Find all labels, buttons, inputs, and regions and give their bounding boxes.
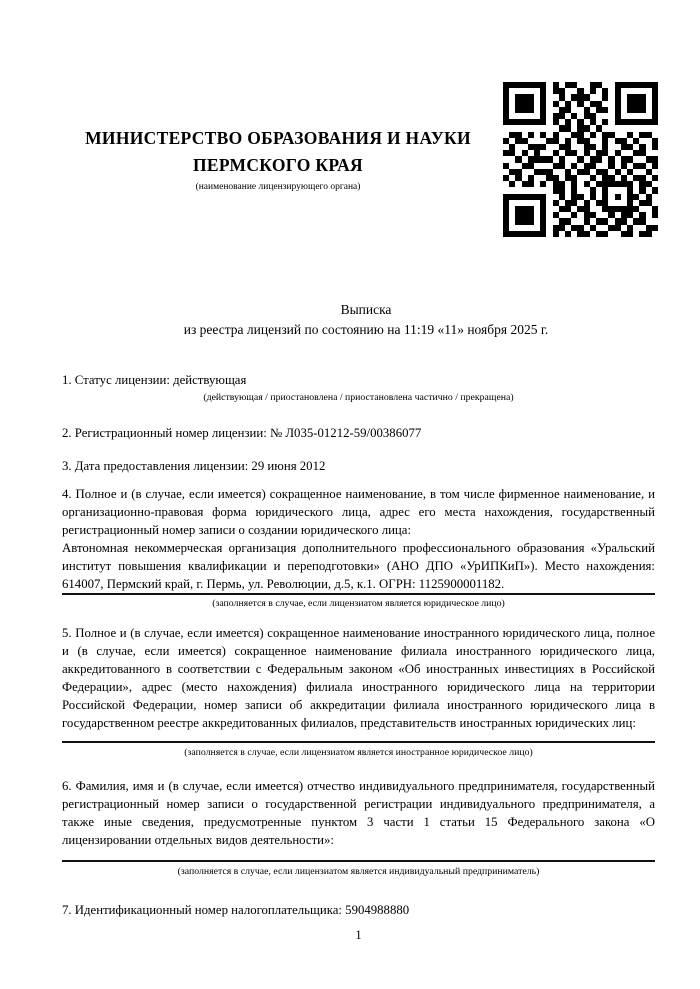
taxpayer-id: 7. Идентификационный номер налогоплательщика: 5904988880 [62, 903, 410, 917]
license-status: 1. Статус лицензии: действующая [62, 373, 247, 387]
license-grant-date: 3. Дата предоставления лицензии: 29 июня 2012 [62, 459, 326, 473]
entrepreneur-note: (заполняется в случае, если лицензиатом является индивидуальный предприниматель) [177, 866, 540, 877]
document-title [62, 300, 655, 340]
foreign-entity-note: (заполняется в случае, если лицензиатом является иностранное юридическое лицо) [184, 747, 533, 758]
entrepreneur-statement: 6. Фамилия, имя и (в случае, если имеется) отчество индивидуального предпринимателя, государственный регистрационный номер записи о государственной регистрации индивидуального предпринимателя, а также иные сведения, предусмотренные пунктом 3 части 1 статьи 15 Федерального закона «О лицензировании отдельных видов деятельности»: [62, 779, 655, 847]
license-status-options-note: (действующая / приостановлена / приостановлена частично / прекращена) [203, 392, 514, 403]
document-title-line2: из реестра лицензий по состоянию на 11:19 «11» ноября 2025 г. [183, 322, 549, 337]
authority-caption: (наименование лицензирующего органа) [195, 182, 361, 192]
page-number: 1 [355, 928, 362, 942]
foreign-entity-blank-field [62, 741, 655, 743]
document-title-line1: Выписка [340, 302, 392, 317]
legal-entity-section [62, 485, 655, 595]
entrepreneur-blank-field [62, 860, 655, 862]
licensing-authority-name [62, 125, 494, 179]
qr-code [503, 82, 658, 237]
authority-name-line2: ПЕРМСКОГО КРАЯ [193, 155, 363, 175]
authority-name-line1: МИНИСТЕРСТВО ОБРАЗОВАНИЯ И НАУКИ [85, 128, 471, 148]
legal-entity-value: Автономная некоммерческая организация дополнительного профессионального образования «Уральский институт повышения квалификации и переподготовки» (АНО ДПО «УрИПКиП»). Место нахождения: 614007, Пермский край, г. Пермь, ул. Революции, д.5, к.1. ОГРН: 1125900001182. [62, 541, 655, 591]
foreign-entity-statement: 5. Полное и (в случае, если имеется) сокращенное наименование иностранного юридического лица, полное и (в случае, если имеется) сокращенное наименование филиала иностранного юридического лица, аккредитованного в соответствии с Федеральным законом «Об иностранных инвестициях в Российской Федерации», адрес (место нахождения) филиала иностранного юридического лица на территории Российской Федерации, номер записи об аккредитации филиала иностранного юридического лица в государственном реестре аккредитованных филиалов, представительств иностранных юридических лиц: [62, 626, 655, 730]
license-registration-number: 2. Регистрационный номер лицензии: № Л035-01212-59/00386077 [62, 426, 422, 440]
legal-entity-statement: 4. Полное и (в случае, если имеется) сокращенное наименование, в том числе фирменное наименование, и организационно-правовая форма юридического лица, адрес его места нахождения, государственный регистрационный номер записи о создании юридического лица: [62, 487, 655, 537]
legal-entity-note: (заполняется в случае, если лицензиатом является юридическое лицо) [212, 598, 505, 609]
